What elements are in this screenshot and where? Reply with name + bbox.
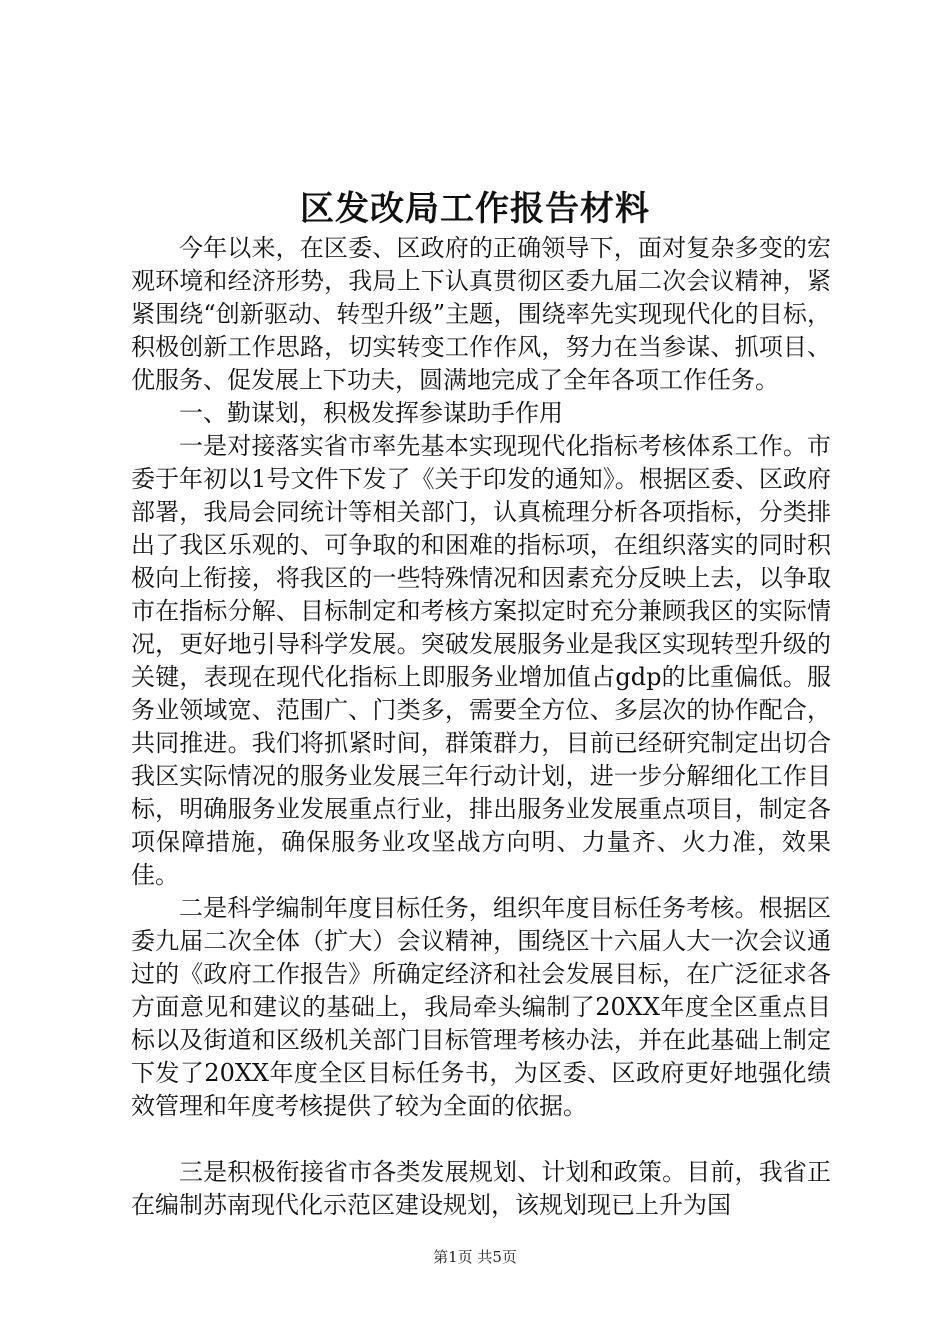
section-heading-1: 一、勤谋划，积极发挥参谋助手作用 (179, 399, 563, 427)
paragraph-intro: 今年以来，在区委、区政府的正确领导下，面对复杂多变的宏观环境和经济形势，我局上下认真贯彻区委九届二次会议精神，紧紧围绕“创新驱动、转型升级”主题，围绕率先实现现代化的目标，积极创新工作思路，切实转变工作作风，努力在当参谋、抓项目、优服务、促发展上下功夫，圆满地完成了全年各项工作任务。 (131, 234, 831, 394)
document-title: 区发改局工作报告材料 (300, 189, 650, 229)
paragraph-item-1: 一是对接落实省市率先基本实现现代化指标考核体系工作。市委于年初以1号文件下发了《关于印发的通知》。根据区委、区政府部署，我局会同统计等相关部门，认真梳理分析各项指标，分类排出了我区乐观的、可争取的和困难的指标项，在组织落实的同时积极向上衔接，将我区的一些特殊情况和因素充分反映上去，以争取市在指标分解、目标制定和考核方案拟定时充分兼顾我区的实际情况，更好地引导科学发展。突破发展服务业是我区实现转型升级的关键，表现在现代化指标上即服务业增加值占gdp的比重偏低。服务业领域宽、范围广、门类多，需要全方位、多层次的协作配合，共同推进。我们将抓紧时间，群策群力，目前已经研究制定出切合我区实际情况的服务业发展三年行动计划，进一步分解细化工作目标，明确服务业发展重点行业，排出服务业发展重点项目，制定各项保障措施，确保服务业攻坚战方向明、力量齐、火力准，效果佳。 (131, 432, 831, 889)
paragraph-item-3: 三是积极衔接省市各类发展规划、计划和政策。目前，我省正在编制苏南现代化示范区建设规划，该规划现已上升为国 (131, 1158, 831, 1219)
paragraph-gap (131, 1123, 831, 1156)
document-body (131, 232, 831, 1222)
paragraph-item-2: 二是科学编制年度目标任务，组织年度目标任务考核。根据区委九届二次全体（扩大）会议精神，围绕区十六届人大一次会议通过的《政府工作报告》所确定经济和社会发展目标，在广泛征求各方面意见和建议的基础上，我局牵头编制了20XX年度全区重点目标以及街道和区级机关部门目标管理考核办法，并在此基础上制定下发了20XX年度全区目标任务书，为区委、区政府更好地强化绩效管理和年度考核提供了较为全面的依据。 (131, 894, 831, 1120)
page-footer: 第1页 共5页 (433, 1248, 517, 1266)
